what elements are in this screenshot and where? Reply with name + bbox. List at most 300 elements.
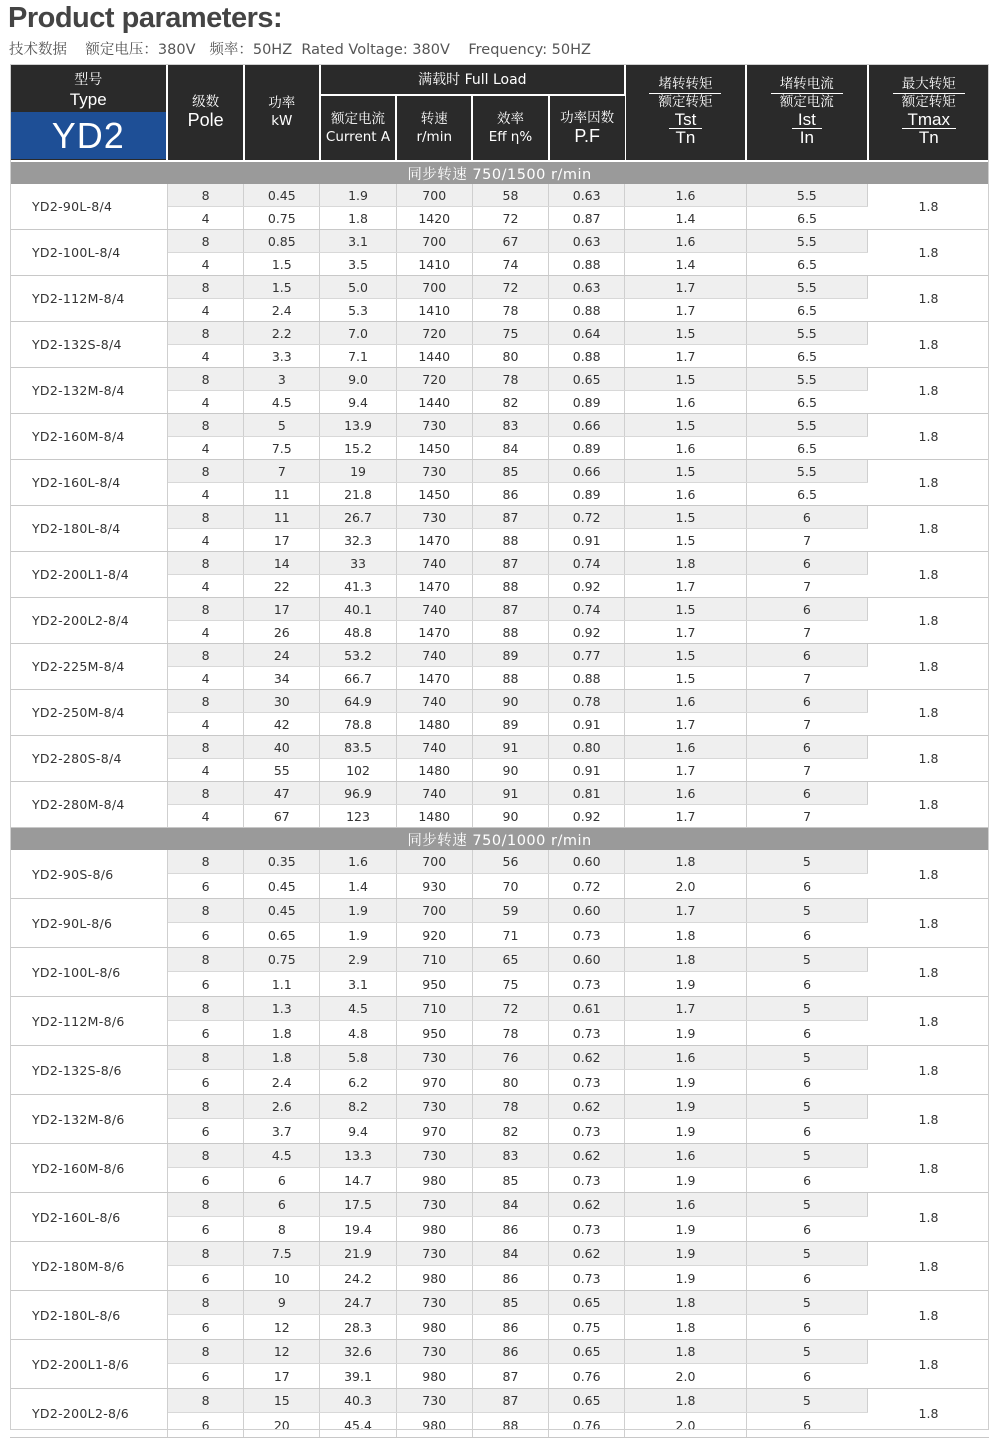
pole-cell: 8 (167, 736, 243, 759)
table-row (10, 1291, 989, 1315)
pole-cell: 8 (167, 644, 243, 667)
table-row (10, 690, 989, 713)
speed-cell: 980 (396, 1168, 472, 1193)
pole-cell: 4 (167, 575, 243, 598)
tmax-ratio-cell: 1.8 (868, 1193, 990, 1242)
pole-cell: 6 (167, 1217, 243, 1242)
efficiency-cell: 80 (472, 345, 548, 368)
efficiency-cell: 88 (472, 667, 548, 690)
table-row (10, 598, 989, 621)
tmax-ratio-cell: 1.8 (868, 948, 990, 997)
tst-ratio-cell: 1.7 (625, 899, 746, 923)
model-type-cell: YD2-132M-8/4 (10, 368, 167, 414)
power-factor-cell: 0.75 (549, 1315, 625, 1340)
table-row (10, 184, 989, 207)
speed-cell: 1410 (396, 299, 472, 322)
speed-cell: 730 (396, 414, 472, 437)
model-type-cell: YD2-225M-8/4 (10, 644, 167, 690)
speed-cell: 1480 (396, 759, 472, 782)
header-ist-den: In (799, 128, 814, 147)
power-factor-cell: 0.76 (549, 1413, 625, 1438)
power-cell: 0.75 (244, 948, 320, 972)
header-pole (167, 64, 243, 161)
pole-cell: 8 (167, 506, 243, 529)
power-cell: 30 (244, 690, 320, 713)
power-cell: 22 (244, 575, 320, 598)
power-cell: 8 (244, 1217, 320, 1242)
efficiency-cell: 72 (472, 207, 548, 230)
tst-ratio-cell: 1.8 (625, 923, 746, 948)
power-cell: 6 (244, 1193, 320, 1217)
tst-ratio-cell: 1.9 (625, 1070, 746, 1095)
current-cell: 1.4 (320, 874, 396, 899)
power-factor-cell: 0.73 (549, 1266, 625, 1291)
pole-cell: 8 (167, 1389, 243, 1413)
model-type-cell: YD2-160L-8/6 (10, 1193, 167, 1242)
speed-cell: 1450 (396, 483, 472, 506)
header-tmax-num: Tmax (902, 111, 957, 129)
ist-ratio-cell: 5 (746, 1095, 867, 1119)
power-cell: 0.45 (244, 874, 320, 899)
speed-cell: 920 (396, 923, 472, 948)
table-row (10, 322, 989, 345)
efficiency-cell: 91 (472, 782, 548, 805)
tst-ratio-cell: 2.0 (625, 874, 746, 899)
speed-cell: 730 (396, 1291, 472, 1315)
tst-ratio-cell: 2.0 (625, 1364, 746, 1389)
efficiency-cell: 88 (472, 575, 548, 598)
ist-ratio-cell: 5 (746, 1193, 867, 1217)
ist-ratio-cell: 6 (746, 690, 867, 713)
pole-cell: 4 (167, 437, 243, 460)
tst-ratio-cell: 1.8 (625, 948, 746, 972)
efficiency-cell: 90 (472, 690, 548, 713)
header-type (10, 64, 167, 161)
ist-ratio-cell: 7 (746, 713, 867, 736)
power-cell: 3.3 (244, 345, 320, 368)
efficiency-cell: 56 (472, 850, 548, 874)
current-cell: 8.2 (320, 1095, 396, 1119)
speed-cell: 950 (396, 1021, 472, 1046)
efficiency-cell: 87 (472, 1389, 548, 1413)
power-cell: 9 (244, 1291, 320, 1315)
power-cell: 1.8 (244, 1021, 320, 1046)
efficiency-cell: 86 (472, 483, 548, 506)
current-cell: 3.1 (320, 230, 396, 253)
ist-ratio-cell: 6.5 (746, 437, 867, 460)
speed-cell: 700 (396, 184, 472, 207)
current-cell: 2.9 (320, 948, 396, 972)
ist-ratio-cell: 6 (746, 1266, 867, 1291)
header-ist-cn1: 堵转电流 (771, 76, 843, 94)
ist-ratio-cell: 6 (746, 1021, 867, 1046)
tmax-ratio-cell: 1.8 (868, 1144, 990, 1193)
speed-cell: 950 (396, 972, 472, 997)
power-factor-cell: 0.74 (549, 552, 625, 575)
tmax-ratio-cell: 1.8 (868, 230, 990, 276)
speed-cell: 710 (396, 948, 472, 972)
section-header (10, 161, 989, 184)
pole-cell: 4 (167, 299, 243, 322)
speed-cell: 980 (396, 1315, 472, 1340)
efficiency-cell: 59 (472, 899, 548, 923)
model-type-cell: YD2-90S-8/6 (10, 850, 167, 899)
pole-cell: 6 (167, 874, 243, 899)
tst-ratio-cell: 1.5 (625, 414, 746, 437)
power-factor-cell: 0.89 (549, 483, 625, 506)
header-type-cn: 型号 (74, 72, 103, 88)
ist-ratio-cell: 6 (746, 1168, 867, 1193)
pole-cell: 4 (167, 713, 243, 736)
ist-ratio-cell: 5 (746, 1144, 867, 1168)
pole-cell: 6 (167, 1266, 243, 1291)
power-factor-cell: 0.91 (549, 713, 625, 736)
power-cell: 1.8 (244, 1046, 320, 1070)
ist-ratio-cell: 5.5 (746, 184, 867, 207)
tst-ratio-cell: 1.8 (625, 1291, 746, 1315)
efficiency-cell: 72 (472, 276, 548, 299)
power-cell: 1.1 (244, 972, 320, 997)
tmax-ratio-cell: 1.8 (868, 782, 990, 828)
table-row (10, 736, 989, 759)
ist-ratio-cell: 6 (746, 598, 867, 621)
tst-ratio-cell: 1.7 (625, 299, 746, 322)
current-cell: 1.9 (320, 899, 396, 923)
power-cell: 1.5 (244, 253, 320, 276)
model-type-cell: YD2-180L-8/4 (10, 506, 167, 552)
current-cell: 26.7 (320, 506, 396, 529)
power-cell: 14 (244, 552, 320, 575)
model-type-cell: YD2-90L-8/6 (10, 899, 167, 948)
speed-cell: 730 (396, 1242, 472, 1266)
current-cell: 9.4 (320, 391, 396, 414)
current-cell: 5.8 (320, 1046, 396, 1070)
power-factor-cell: 0.60 (549, 948, 625, 972)
current-cell: 96.9 (320, 782, 396, 805)
ist-ratio-cell: 6 (746, 1364, 867, 1389)
page-subtitle: 技术数据 额定电压：380V 频率：50HZ Rated Voltage: 380V Frequency: 50HZ (9, 42, 591, 58)
power-factor-cell: 0.81 (549, 782, 625, 805)
power-cell: 2.4 (244, 1070, 320, 1095)
current-cell: 102 (320, 759, 396, 782)
tmax-ratio-cell: 1.8 (868, 414, 990, 460)
current-cell: 13.3 (320, 1144, 396, 1168)
efficiency-cell: 71 (472, 923, 548, 948)
table-row (10, 1193, 989, 1217)
model-type-cell: YD2-280S-8/4 (10, 736, 167, 782)
ist-ratio-cell: 7 (746, 575, 867, 598)
current-cell: 32.6 (320, 1340, 396, 1364)
efficiency-cell: 86 (472, 1315, 548, 1340)
power-factor-cell: 0.63 (549, 184, 625, 207)
tst-ratio-cell: 1.6 (625, 690, 746, 713)
power-factor-cell: 0.73 (549, 972, 625, 997)
efficiency-cell: 58 (472, 184, 548, 207)
speed-cell: 1470 (396, 621, 472, 644)
efficiency-cell: 89 (472, 713, 548, 736)
pole-cell: 8 (167, 230, 243, 253)
power-factor-cell: 0.62 (549, 1144, 625, 1168)
tst-ratio-cell: 1.8 (625, 1315, 746, 1340)
pole-cell: 8 (167, 1242, 243, 1266)
power-cell: 0.45 (244, 184, 320, 207)
table-row (10, 1095, 989, 1119)
ist-ratio-cell: 5.5 (746, 414, 867, 437)
power-cell: 6 (244, 1168, 320, 1193)
tst-ratio-cell: 1.5 (625, 667, 746, 690)
ist-ratio-cell: 5 (746, 1046, 867, 1070)
efficiency-cell: 89 (472, 644, 548, 667)
header-speed-cn: 转速 (420, 111, 448, 127)
power-factor-cell: 0.91 (549, 759, 625, 782)
table-row (10, 414, 989, 437)
efficiency-cell: 84 (472, 1193, 548, 1217)
tst-ratio-cell: 1.6 (625, 391, 746, 414)
efficiency-cell: 78 (472, 299, 548, 322)
speed-cell: 970 (396, 1070, 472, 1095)
power-cell: 2.4 (244, 299, 320, 322)
power-cell: 17 (244, 598, 320, 621)
tmax-ratio-cell: 1.8 (868, 1340, 990, 1389)
power-factor-cell: 0.92 (549, 805, 625, 828)
tst-ratio-cell: 1.4 (625, 207, 746, 230)
speed-cell: 1480 (396, 713, 472, 736)
header-speed (396, 95, 472, 161)
model-type-cell: YD2-180L-8/6 (10, 1291, 167, 1340)
pole-cell: 4 (167, 529, 243, 552)
power-cell: 1.3 (244, 997, 320, 1021)
power-cell: 0.85 (244, 230, 320, 253)
tst-ratio-cell: 1.7 (625, 276, 746, 299)
power-cell: 15 (244, 1389, 320, 1413)
header-pole-en: Pole (187, 110, 224, 130)
table-row (10, 506, 989, 529)
table-row (10, 552, 989, 575)
efficiency-cell: 88 (472, 621, 548, 644)
page-title: Product parameters: (8, 2, 283, 34)
efficiency-cell: 75 (472, 972, 548, 997)
pole-cell: 6 (167, 923, 243, 948)
speed-cell: 1470 (396, 529, 472, 552)
speed-cell: 700 (396, 899, 472, 923)
speed-cell: 970 (396, 1119, 472, 1144)
efficiency-cell: 85 (472, 1291, 548, 1315)
power-factor-cell: 0.74 (549, 598, 625, 621)
tst-ratio-cell: 1.9 (625, 1217, 746, 1242)
speed-cell: 1470 (396, 667, 472, 690)
current-cell: 7.0 (320, 322, 396, 345)
ist-ratio-cell: 6 (746, 506, 867, 529)
pole-cell: 4 (167, 621, 243, 644)
efficiency-cell: 87 (472, 598, 548, 621)
speed-cell: 720 (396, 322, 472, 345)
model-type-cell: YD2-90L-8/4 (10, 184, 167, 230)
pole-cell: 8 (167, 948, 243, 972)
efficiency-cell: 87 (472, 1364, 548, 1389)
current-cell: 1.8 (320, 207, 396, 230)
pole-cell: 8 (167, 690, 243, 713)
efficiency-cell: 85 (472, 1168, 548, 1193)
current-cell: 17.5 (320, 1193, 396, 1217)
header-tst-num: Tst (669, 111, 703, 129)
ist-ratio-cell: 6 (746, 874, 867, 899)
model-type-cell: YD2-200L2-8/6 (10, 1389, 167, 1438)
current-cell: 14.7 (320, 1168, 396, 1193)
power-cell: 4.5 (244, 391, 320, 414)
model-type-cell: YD2-160M-8/6 (10, 1144, 167, 1193)
tst-ratio-cell: 1.9 (625, 1242, 746, 1266)
power-factor-cell: 0.87 (549, 207, 625, 230)
current-cell: 33 (320, 552, 396, 575)
header-pole-cn: 级数 (192, 94, 220, 110)
current-cell: 24.7 (320, 1291, 396, 1315)
ist-ratio-cell: 5 (746, 1242, 867, 1266)
table-row (10, 948, 989, 972)
pole-cell: 4 (167, 207, 243, 230)
ist-ratio-cell: 5 (746, 1340, 867, 1364)
pole-cell: 4 (167, 805, 243, 828)
ist-ratio-cell: 6 (746, 552, 867, 575)
ist-ratio-cell: 6.5 (746, 345, 867, 368)
efficiency-cell: 88 (472, 1413, 548, 1438)
tst-ratio-cell: 1.5 (625, 598, 746, 621)
power-cell: 12 (244, 1315, 320, 1340)
speed-cell: 1440 (396, 391, 472, 414)
power-cell: 1.5 (244, 276, 320, 299)
table-row (10, 276, 989, 299)
tst-ratio-cell: 1.6 (625, 184, 746, 207)
speed-cell: 980 (396, 1413, 472, 1438)
power-factor-cell: 0.73 (549, 1217, 625, 1242)
power-factor-cell: 0.72 (549, 506, 625, 529)
model-type-cell: YD2-200L2-8/4 (10, 598, 167, 644)
speed-cell: 740 (396, 690, 472, 713)
pole-cell: 6 (167, 1119, 243, 1144)
speed-cell: 700 (396, 230, 472, 253)
tmax-ratio-cell: 1.8 (868, 276, 990, 322)
tmax-ratio-cell: 1.8 (868, 1095, 990, 1144)
speed-cell: 730 (396, 1340, 472, 1364)
power-factor-cell: 0.72 (549, 874, 625, 899)
ist-ratio-cell: 5 (746, 997, 867, 1021)
current-cell: 4.8 (320, 1021, 396, 1046)
speed-cell: 740 (396, 644, 472, 667)
pole-cell: 8 (167, 276, 243, 299)
ist-ratio-cell: 6 (746, 972, 867, 997)
table-row (10, 1242, 989, 1266)
tst-ratio-cell: 1.7 (625, 805, 746, 828)
pole-cell: 6 (167, 1364, 243, 1389)
power-cell: 10 (244, 1266, 320, 1291)
power-factor-cell: 0.73 (549, 923, 625, 948)
table-row (10, 460, 989, 483)
header-tmax-ratio (868, 64, 990, 161)
tst-ratio-cell: 1.7 (625, 997, 746, 1021)
header-ist-num: Ist (792, 111, 822, 129)
model-type-cell: YD2-180M-8/6 (10, 1242, 167, 1291)
pole-cell: 6 (167, 1315, 243, 1340)
efficiency-cell: 70 (472, 874, 548, 899)
power-cell: 3.7 (244, 1119, 320, 1144)
pole-cell: 8 (167, 1193, 243, 1217)
efficiency-cell: 88 (472, 529, 548, 552)
power-cell: 55 (244, 759, 320, 782)
header-tst-ratio (625, 64, 746, 161)
tst-ratio-cell: 1.6 (625, 782, 746, 805)
ist-ratio-cell: 6 (746, 923, 867, 948)
ist-ratio-cell: 5.5 (746, 460, 867, 483)
ist-ratio-cell: 6 (746, 1217, 867, 1242)
model-type-cell: YD2-160M-8/4 (10, 414, 167, 460)
power-factor-cell: 0.73 (549, 1168, 625, 1193)
tmax-ratio-cell: 1.8 (868, 552, 990, 598)
power-cell: 47 (244, 782, 320, 805)
ist-ratio-cell: 5.5 (746, 322, 867, 345)
tst-ratio-cell: 1.4 (625, 253, 746, 276)
current-cell: 6.2 (320, 1070, 396, 1095)
power-factor-cell: 0.88 (549, 253, 625, 276)
tst-ratio-cell: 1.7 (625, 713, 746, 736)
header-current (320, 95, 396, 161)
parameters-table (10, 64, 989, 1438)
power-cell: 11 (244, 483, 320, 506)
speed-cell: 730 (396, 506, 472, 529)
ist-ratio-cell: 6 (746, 644, 867, 667)
speed-cell: 740 (396, 598, 472, 621)
current-cell: 1.6 (320, 850, 396, 874)
header-pf-en: P.F (574, 126, 601, 146)
power-cell: 4.5 (244, 1144, 320, 1168)
pole-cell: 4 (167, 253, 243, 276)
power-factor-cell: 0.76 (549, 1364, 625, 1389)
pole-cell: 6 (167, 1070, 243, 1095)
header-efficiency (472, 95, 548, 161)
current-cell: 7.1 (320, 345, 396, 368)
tst-ratio-cell: 1.8 (625, 1340, 746, 1364)
tst-ratio-cell: 1.9 (625, 1168, 746, 1193)
power-factor-cell: 0.60 (549, 899, 625, 923)
pole-cell: 8 (167, 598, 243, 621)
section-label: 同步转速 750/1000 r/min (10, 828, 989, 851)
power-cell: 0.45 (244, 899, 320, 923)
section-header (10, 828, 989, 851)
power-factor-cell: 0.63 (549, 276, 625, 299)
efficiency-cell: 90 (472, 759, 548, 782)
pole-cell: 6 (167, 1168, 243, 1193)
speed-cell: 740 (396, 736, 472, 759)
power-factor-cell: 0.89 (549, 391, 625, 414)
tst-ratio-cell: 1.5 (625, 506, 746, 529)
speed-cell: 730 (396, 1193, 472, 1217)
header-tmax-cn1: 最大转矩 (893, 76, 965, 94)
ist-ratio-cell: 5 (746, 850, 867, 874)
section-label: 同步转速 750/1500 r/min (10, 161, 989, 184)
tmax-ratio-cell: 1.8 (868, 460, 990, 506)
table-row (10, 230, 989, 253)
speed-cell: 1450 (396, 437, 472, 460)
efficiency-cell: 83 (472, 414, 548, 437)
efficiency-cell: 91 (472, 736, 548, 759)
efficiency-cell: 84 (472, 1242, 548, 1266)
tst-ratio-cell: 1.5 (625, 368, 746, 391)
efficiency-cell: 87 (472, 552, 548, 575)
ist-ratio-cell: 7 (746, 529, 867, 552)
power-factor-cell: 0.65 (549, 1389, 625, 1413)
header-eff-cn: 效率 (496, 111, 524, 127)
header-pf-cn: 功率因数 (560, 110, 615, 126)
tst-ratio-cell: 1.6 (625, 736, 746, 759)
ist-ratio-cell: 7 (746, 805, 867, 828)
